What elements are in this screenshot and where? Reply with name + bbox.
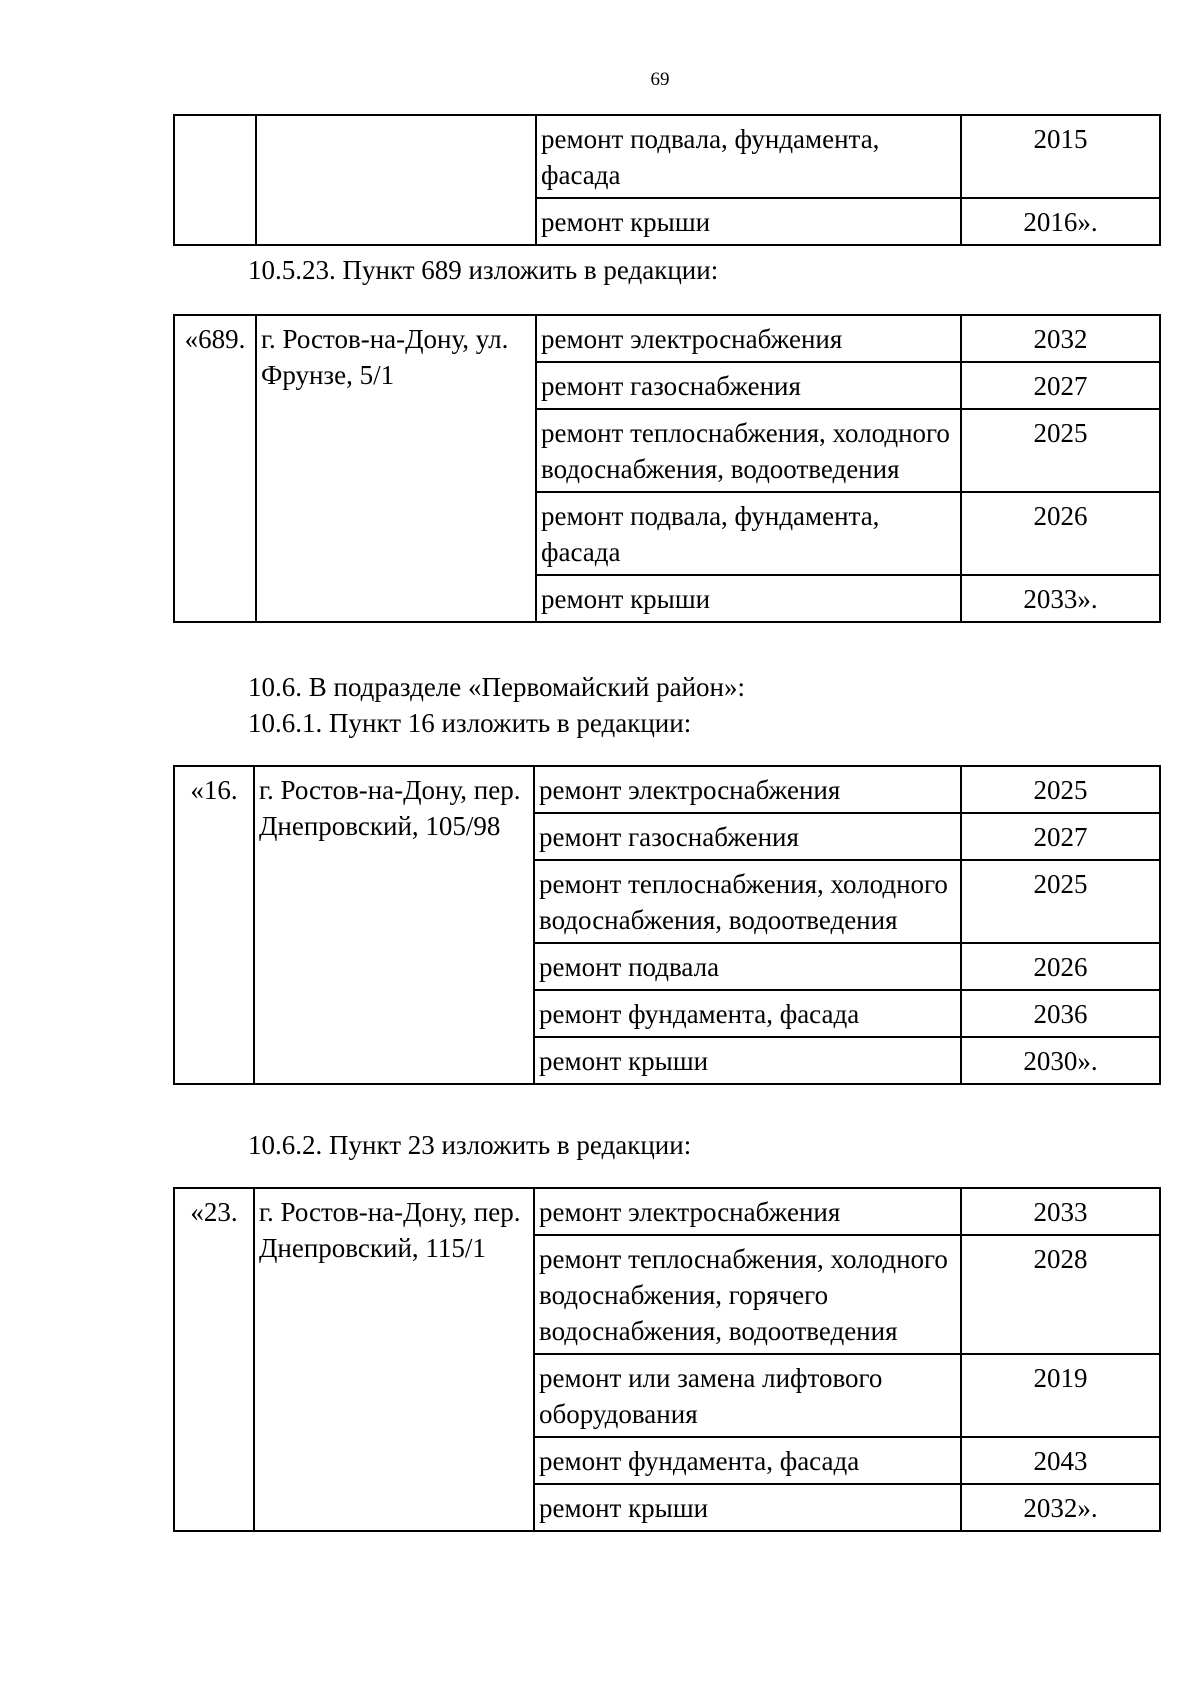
- work-cell: ремонт электроснабжения: [536, 315, 961, 362]
- work-cell: ремонт теплоснабжения, холодного водоснабжения, водоотведения: [534, 860, 961, 943]
- year-cell: 2025: [961, 409, 1160, 492]
- item-number: «23.: [174, 1188, 254, 1531]
- year-cell: 2036: [961, 990, 1160, 1037]
- paragraph-10-5-23: 10.5.23. Пункт 689 изложить в редакции:: [248, 255, 719, 285]
- year-cell: 2032: [961, 315, 1160, 362]
- year-cell: 2015: [961, 115, 1160, 198]
- year-cell: 2026: [961, 492, 1160, 575]
- work-cell: ремонт электроснабжения: [534, 1188, 961, 1235]
- address-cell: [256, 115, 536, 245]
- address-cell: г. Ростов-на-Дону, ул. Фрунзе, 5/1: [256, 315, 536, 622]
- year-cell: 2032».: [961, 1484, 1160, 1531]
- registry-table-16: [173, 765, 1161, 1085]
- work-cell: ремонт теплоснабжения, холодного водоснабжения, горячего водоснабжения, водоотведения: [534, 1235, 961, 1354]
- work-cell: ремонт электроснабжения: [534, 766, 961, 813]
- work-cell: ремонт крыши: [534, 1484, 961, 1531]
- year-cell: 2030».: [961, 1037, 1160, 1084]
- table-row: [174, 115, 1160, 198]
- registry-table-continuation: [173, 114, 1161, 246]
- address-cell: г. Ростов-на-Дону, пер. Днепровский, 115/1: [254, 1188, 534, 1531]
- table-row: [174, 315, 1160, 362]
- registry-table-689: [173, 314, 1161, 623]
- year-cell: 2025: [961, 860, 1160, 943]
- work-cell: ремонт крыши: [536, 575, 961, 622]
- work-cell: ремонт теплоснабжения, холодного водоснабжения, водоотведения: [536, 409, 961, 492]
- year-cell: 2033: [961, 1188, 1160, 1235]
- work-cell: ремонт подвала: [534, 943, 961, 990]
- year-cell: 2027: [961, 813, 1160, 860]
- year-cell: 2033».: [961, 575, 1160, 622]
- item-number: «689.: [174, 315, 256, 622]
- table-row: [174, 766, 1160, 813]
- work-cell: ремонт крыши: [536, 198, 961, 245]
- page-number: 69: [650, 69, 670, 90]
- work-cell: ремонт газоснабжения: [534, 813, 961, 860]
- work-cell: ремонт подвала, фундамента, фасада: [536, 492, 961, 575]
- year-cell: 2026: [961, 943, 1160, 990]
- year-cell: 2016».: [961, 198, 1160, 245]
- year-cell: 2019: [961, 1354, 1160, 1437]
- work-cell: ремонт подвала, фундамента, фасада: [536, 115, 961, 198]
- year-cell: 2043: [961, 1437, 1160, 1484]
- year-cell: 2025: [961, 766, 1160, 813]
- year-cell: 2028: [961, 1235, 1160, 1354]
- item-number: [174, 115, 256, 245]
- year-cell: 2027: [961, 362, 1160, 409]
- table-row: [174, 1188, 1160, 1235]
- work-cell: ремонт газоснабжения: [536, 362, 961, 409]
- address-cell: г. Ростов-на-Дону, пер. Днепровский, 105/98: [254, 766, 534, 1084]
- work-cell: ремонт фундамента, фасада: [534, 1437, 961, 1484]
- registry-table-23: [173, 1187, 1161, 1532]
- work-cell: ремонт фундамента, фасада: [534, 990, 961, 1037]
- paragraph-10-6-2: 10.6.2. Пункт 23 изложить в редакции:: [248, 1130, 692, 1160]
- item-number: «16.: [174, 766, 254, 1084]
- paragraph-10-6-1: 10.6.1. Пункт 16 изложить в редакции:: [248, 708, 692, 738]
- work-cell: ремонт или замена лифтового оборудования: [534, 1354, 961, 1437]
- paragraph-10-6: 10.6. В подразделе «Первомайский район»:: [248, 672, 746, 702]
- work-cell: ремонт крыши: [534, 1037, 961, 1084]
